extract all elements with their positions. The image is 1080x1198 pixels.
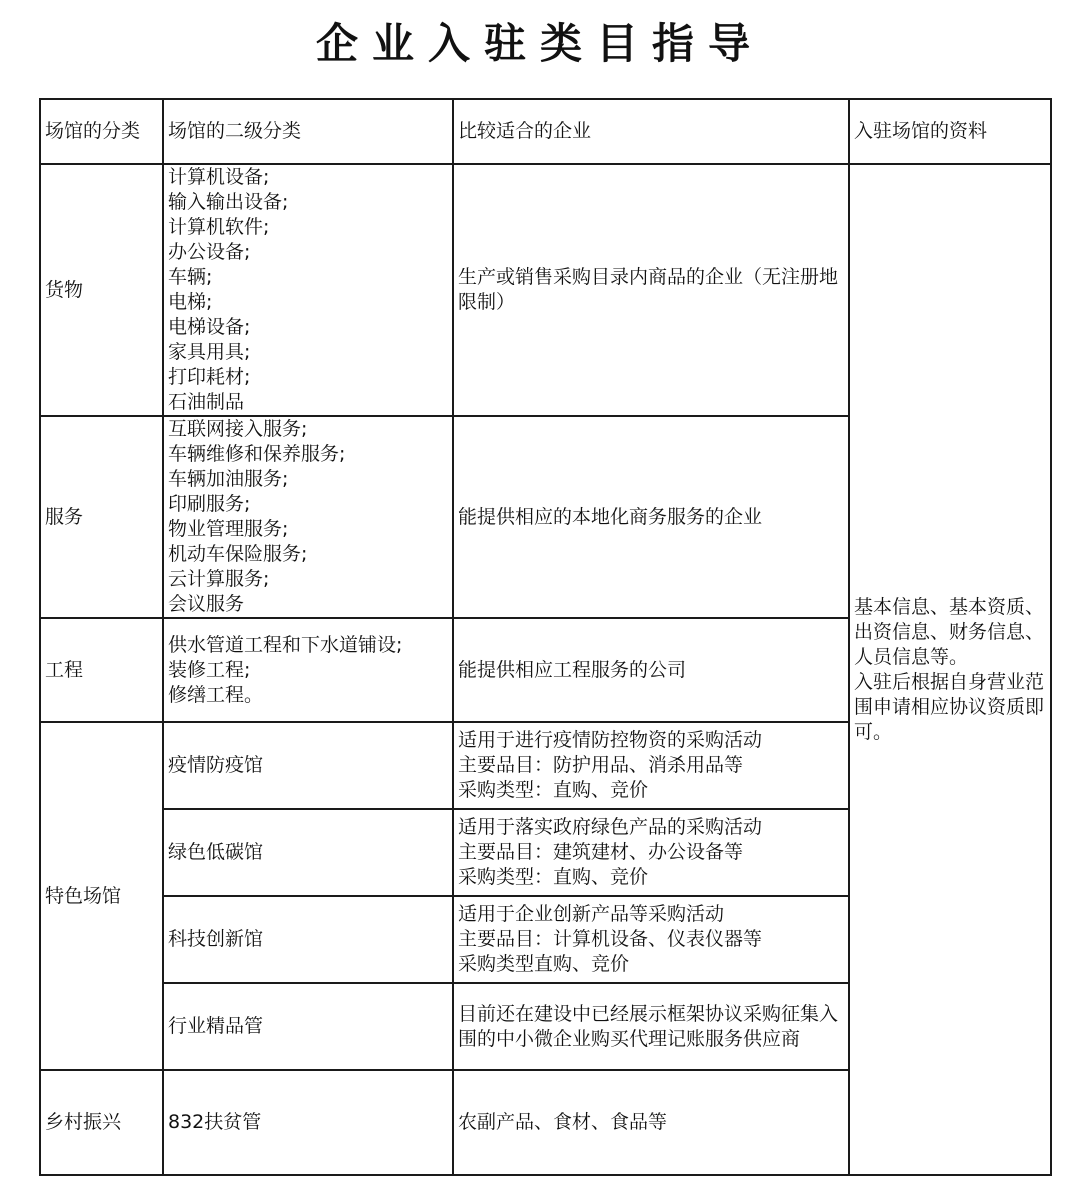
category-cell: 特色场馆 (40, 722, 163, 1070)
subcategory-cell: 供水管道工程和下水道铺设; 装修工程; 修缮工程。 (163, 618, 453, 722)
subcategory-cell: 互联网接入服务; 车辆维修和保养服务; 车辆加油服务; 印刷服务; 物业管理服务; 机动车保险服务; 云计算服务; 会议服务 (163, 416, 453, 618)
category-cell: 乡村振兴 (40, 1070, 163, 1175)
suitable-cell: 生产或销售采购目录内商品的企业（无注册地限制） (453, 164, 849, 416)
header-cell-category: 场馆的分类 (40, 99, 163, 164)
suitable-cell: 目前还在建设中已经展示框架协议采购征集入围的中小微企业购买代理记账服务供应商 (453, 983, 849, 1070)
suitable-cell: 农副产品、食材、食品等 (453, 1070, 849, 1175)
subcategory-cell: 科技创新馆 (163, 896, 453, 983)
category-guide-table (39, 98, 1052, 1176)
header-cell-suitable: 比较适合的企业 (453, 99, 849, 164)
category-cell: 服务 (40, 416, 163, 618)
table-header-row (40, 99, 1051, 164)
suitable-cell: 能提供相应工程服务的公司 (453, 618, 849, 722)
subcategory-cell: 计算机设备; 输入输出设备; 计算机软件; 办公设备; 车辆; 电梯; 电梯设备; 家具用具; 打印耗材; 石油制品 (163, 164, 453, 416)
subcategory-cell: 行业精品管 (163, 983, 453, 1070)
subcategory-cell: 绿色低碳馆 (163, 809, 453, 896)
suitable-cell: 适用于企业创新产品等采购活动 主要品目：计算机设备、仪表仪器等 采购类型直购、竞价 (453, 896, 849, 983)
category-cell: 工程 (40, 618, 163, 722)
header-cell-subcategory: 场馆的二级分类 (163, 99, 453, 164)
subcategory-cell: 疫情防疫馆 (163, 722, 453, 809)
table-row (40, 164, 1051, 416)
category-cell: 货物 (40, 164, 163, 416)
header-cell-materials: 入驻场馆的资料 (849, 99, 1051, 164)
subcategory-cell: 832扶贫管 (163, 1070, 453, 1175)
materials-cell: 基本信息、基本资质、出资信息、财务信息、人员信息等。 入驻后根据自身营业范围申请相应协议资质即可。 (849, 164, 1051, 1175)
suitable-cell: 适用于落实政府绿色产品的采购活动 主要品目：建筑建材、办公设备等 采购类型：直购、竞价 (453, 809, 849, 896)
suitable-cell: 能提供相应的本地化商务服务的企业 (453, 416, 849, 618)
page-title: 企业入驻类目指导 (315, 19, 764, 68)
suitable-cell: 适用于进行疫情防控物资的采购活动 主要品目：防护用品、消杀用品等 采购类型：直购、竞价 (453, 722, 849, 809)
